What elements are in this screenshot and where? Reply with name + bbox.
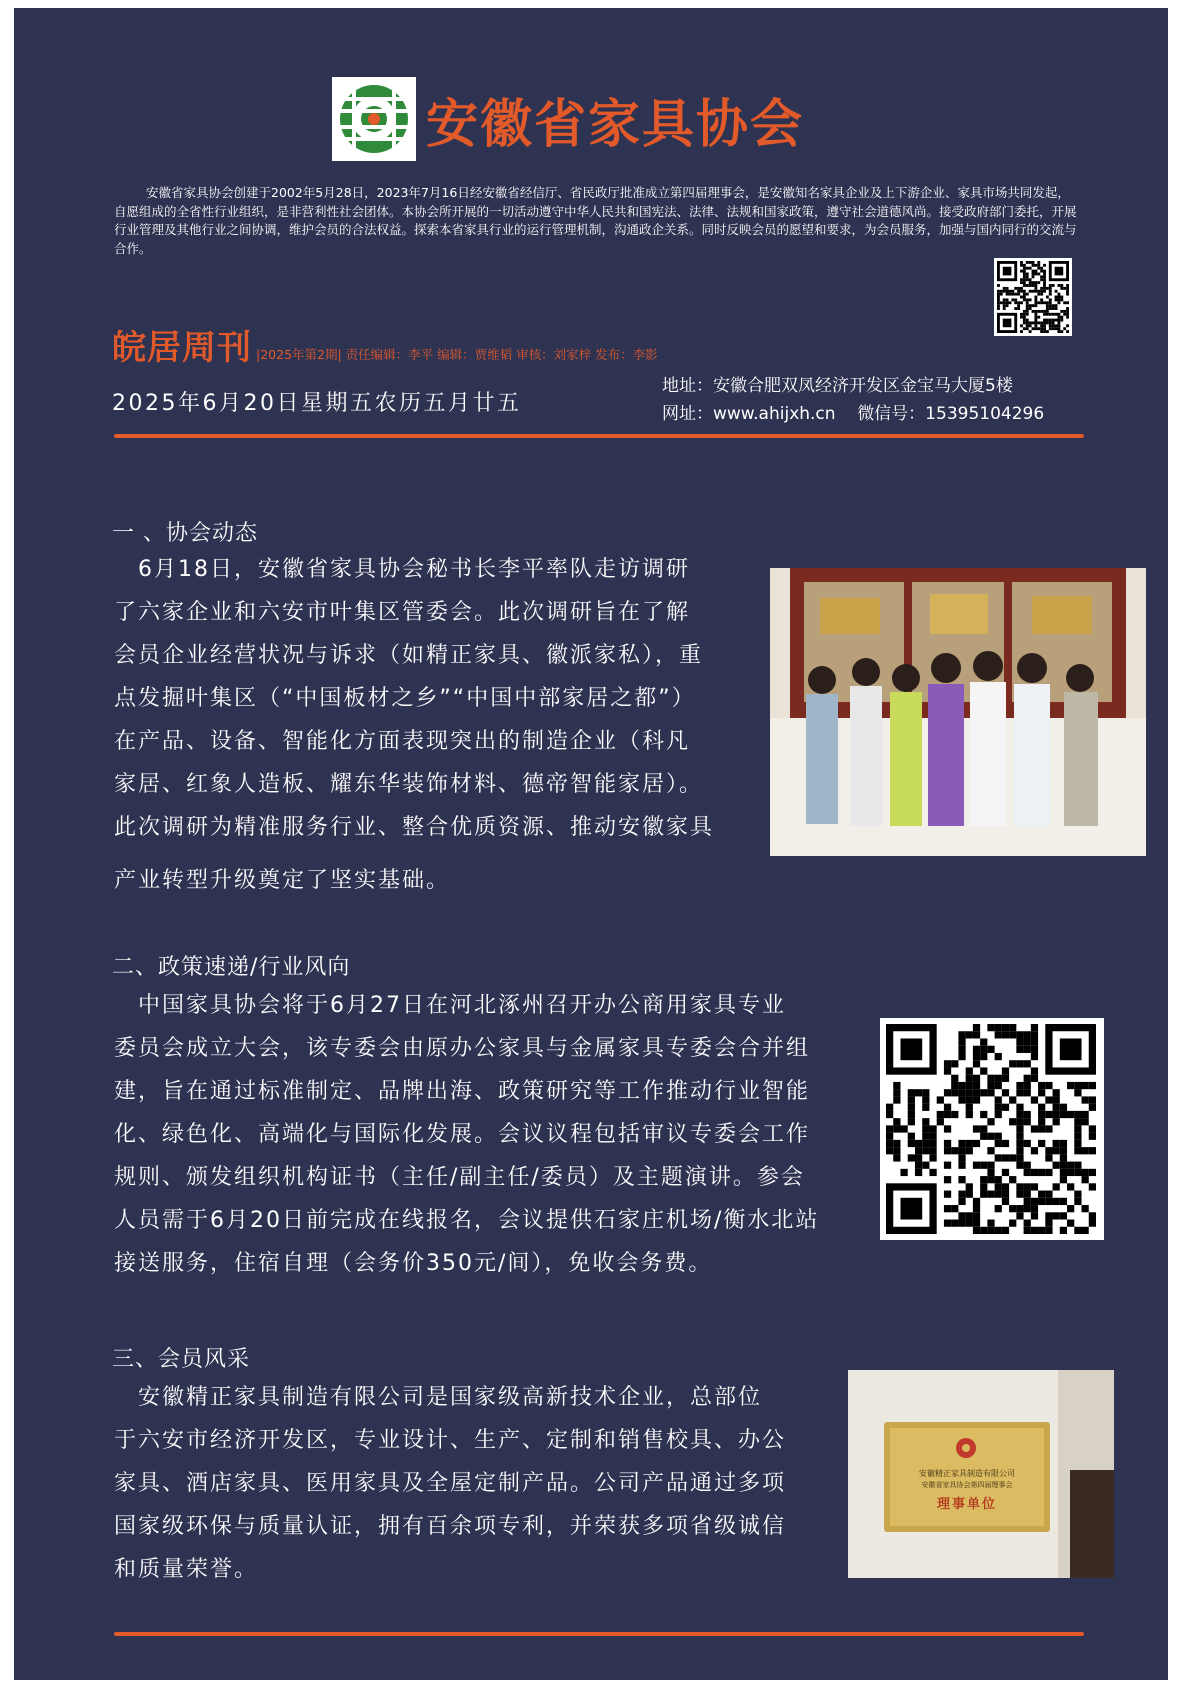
section-body-policy: [114, 984, 874, 1285]
masthead: [332, 74, 804, 164]
web-wechat-line: [662, 400, 1082, 428]
section-body-association-news: [114, 548, 734, 902]
text-line: 了六家企业和六安市叶集区管委会。此次调研旨在了解: [114, 600, 691, 625]
plaque-company: 安徽精正家具制造有限公司: [919, 1469, 1015, 1478]
text-line: 于六安市经济开发区，专业设计、生产、定制和销售校具、办公: [114, 1428, 787, 1453]
text-line: 接送服务，住宿自理（会务价350元/间），免收会务费。: [114, 1251, 713, 1276]
text-line: 此次调研为精准服务行业、整合优质资源、推动安徽家具: [114, 815, 715, 840]
member-plaque-photo: [848, 1370, 1114, 1578]
section-title-policy: 二、政策速递/行业风向: [112, 955, 351, 980]
text-line: 和质量荣誉。: [114, 1557, 259, 1582]
text-line: 建，旨在通过标准制定、品牌出海、政策研究等工作推动行业智能: [114, 1079, 811, 1104]
text-line: 中国家具协会将于6月27日在河北涿州召开办公商用家具专业: [114, 993, 786, 1018]
text-line: 会员企业经营状况与诉求（如精正家具、徽派家私），重: [114, 643, 704, 668]
text-line: 在产品、设备、智能化方面表现突出的制造企业（科凡: [114, 729, 691, 754]
footer-divider: [114, 1632, 1084, 1636]
issue-date: 2025年6月20日星期五农历五月廿五: [112, 391, 522, 416]
text-line: 国家级环保与质量认证，拥有百余项专利，并荣获多项省级诚信: [114, 1514, 787, 1539]
text-line: 家居、红象人造板、耀东华装饰材料、德帝智能家居）。: [114, 772, 704, 797]
website-link[interactable]: 网址：www.ahijxh.cn: [662, 404, 836, 424]
qr-code-small-icon: [994, 258, 1072, 336]
text-line: 6月18日，安徽省家具协会秘书长李平率队走访调研: [114, 557, 690, 582]
address-line: 地址：安徽合肥双凤经济开发区金宝马大厦5楼: [662, 376, 1013, 396]
group-photo: [770, 568, 1146, 856]
newsletter-page: [14, 8, 1168, 1680]
text-line: 化、绿色化、高端化与国际化发展。会议议程包括审议专委会工作: [114, 1122, 811, 1147]
section-body-member-spotlight: [114, 1376, 844, 1591]
text-line: 产业转型升级奠定了坚实基础。: [114, 868, 451, 893]
text-line: 点发掘叶集区（“中国板材之乡”“中国中部家居之都”）: [114, 686, 696, 711]
section-title-member-spotlight: 三、会员风采: [112, 1347, 251, 1372]
contact-info: [662, 372, 1082, 428]
org-name: 安徽省家具协会: [426, 94, 805, 155]
plaque-council: 安徽省家具协会第四届理事会: [921, 1481, 1013, 1489]
text-line: 人员需于6月20日前完成在线报名，会议提供石家庄机场/衡水北站: [114, 1208, 820, 1233]
text-line: 安徽精正家具制造有限公司是国家级高新技术企业，总部位: [114, 1385, 763, 1410]
text-line: 委员会成立大会，该专委会由原办公家具与金属家具专委会合并组: [114, 1036, 811, 1061]
text-line: 家具、酒店家具、医用家具及全屋定制产品。公司产品通过多项: [114, 1471, 787, 1496]
registration-qr-code-icon[interactable]: [880, 1018, 1104, 1240]
weekly-title: 皖居周刊: [112, 328, 252, 368]
text-line: 规则、颁发组织机构证书（主任/副主任/委员）及主题演讲。参会: [114, 1165, 805, 1190]
plaque-title: 理事单位: [936, 1497, 997, 1512]
header-divider: [114, 434, 1084, 438]
weekly-title-row: [112, 320, 658, 369]
association-intro: 安徽省家具协会创建于2002年5月28日，2023年7月16日经安徽省经信厅、省民政厅批准成立第四届理事会，是安徽知名家具企业及上下游企业、家具市场共同发起，自愿组成的全省性行业组织，是非营利性社会团体。本协会所开展的一切活动遵守中华人民共和国宪法、法律、法规和国家政策，遵守社会道德风尚。接受政府部门委托，开展行业管理及其他行业之间协调，维护会员的合法权益。探索本省家具行业的运行管理机制，沟通政企关系。同时反映会员的愿望和要求，为会员服务，加强与国内同行的交流与合作。: [114, 185, 1077, 256]
section-title-association-news: 一 、协会动态: [112, 521, 258, 546]
wechat-id: 微信号：15395104296: [857, 404, 1045, 424]
association-logo-icon: [332, 77, 416, 161]
issue-credits: |2025年第2期| 责任编辑：李平 编辑：贾维韬 审核：刘家梓 发布：李影: [256, 347, 658, 362]
